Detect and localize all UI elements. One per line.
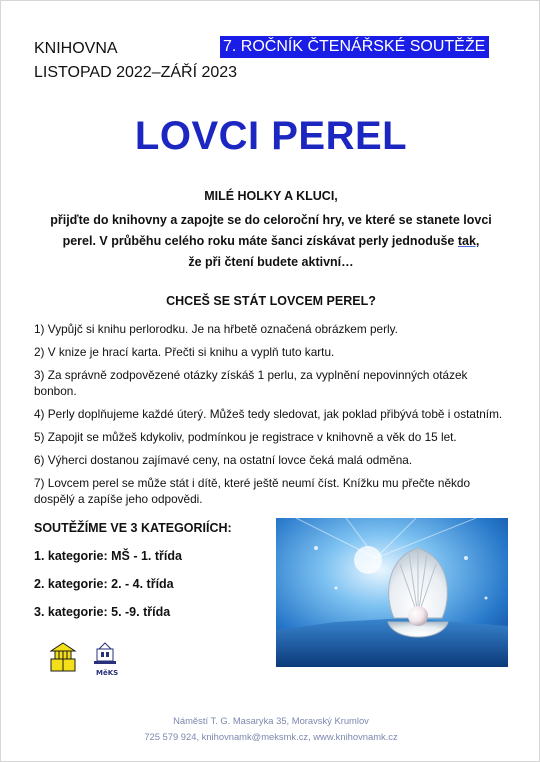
header-dates: LISTOPAD 2022–ZÁŘÍ 2023	[34, 64, 238, 81]
meks-logo-label: MěKS	[96, 669, 119, 677]
how-to-title: CHCEŠ SE STÁT LOVCEM PEREL?	[166, 294, 376, 308]
logos	[49, 641, 145, 684]
intro-line-3: že při čtení budete aktivní…	[188, 255, 354, 269]
pearl-shell-icon	[276, 518, 508, 667]
category-item: 1. kategorie: MŠ - 1. třída	[34, 549, 182, 563]
intro-line-2-underlined: tak,	[457, 234, 480, 248]
rule-item: 6) Výherci dostanou zajímavé ceny, na ostatní lovce čeká malá odměna.	[34, 453, 413, 467]
category-item: 2. kategorie: 2. - 4. třída	[34, 577, 174, 591]
rule-item: 7) Lovcem perel se může stát i dítě, které ještě neumí číst. Knížku mu přečte někdo dospělý a zapíše jeho odpovědi.	[34, 476, 471, 506]
header-badge: 7. ROČNÍK ČTENÁŘSKÉ SOUTĚŽE	[220, 36, 489, 58]
footer	[1, 713, 540, 745]
intro-greeting: MILÉ HOLKY A KLUCI,	[204, 189, 338, 203]
rule-item: 4) Perly doplňujeme každé úterý. Můžeš tedy sledovat, jak poklad přibývá tobě i ostatním.	[34, 407, 503, 421]
page-title: LOVCI PEREL	[134, 114, 408, 158]
rules-list	[34, 321, 512, 514]
rule-item: 2) V knize je hrací karta. Přečti si knihu a vyplň tuto kartu.	[34, 345, 335, 359]
rule-item: 1) Vypůjč si knihu perlorodku. Je na hřbetě označená obrázkem perly.	[34, 322, 398, 336]
intro-text	[31, 186, 511, 273]
intro-line-2	[31, 231, 511, 252]
pearl-illustration	[276, 518, 508, 667]
footer-contact: 725 579 924, knihovnamk@meksmk.cz, www.knihovnamk.cz	[144, 731, 398, 742]
categories-title: SOUTĚŽÍME VE 3 KATEGORIÍCH:	[34, 521, 232, 535]
category-item: 3. kategorie: 5. -9. třída	[34, 605, 171, 619]
intro-line-2-text: perel. V průběhu celého roku máte šanci získávat perly jednoduše	[62, 234, 458, 248]
partner-logos	[49, 641, 145, 679]
rule-item: 3) Za správně zodpovězené otázky získáš 1 perlu, za vyplnění nepovinných otázek bonbon.	[34, 368, 468, 398]
header-left	[34, 37, 237, 85]
footer-address: Náměstí T. G. Masaryka 35, Moravský Krumlov	[173, 715, 369, 726]
header-library: KNIHOVNA	[34, 40, 118, 57]
library-emblem-icon	[51, 643, 75, 671]
intro-line-1: přijďte do knihovny a zapojte se do celoroční hry, ve které se stanete lovci	[50, 213, 492, 227]
meks-building-icon	[94, 643, 118, 677]
rule-item: 5) Zapojit se můžeš kdykoliv, podmínkou je registrace v knihovně a věk do 15 let.	[34, 430, 457, 444]
